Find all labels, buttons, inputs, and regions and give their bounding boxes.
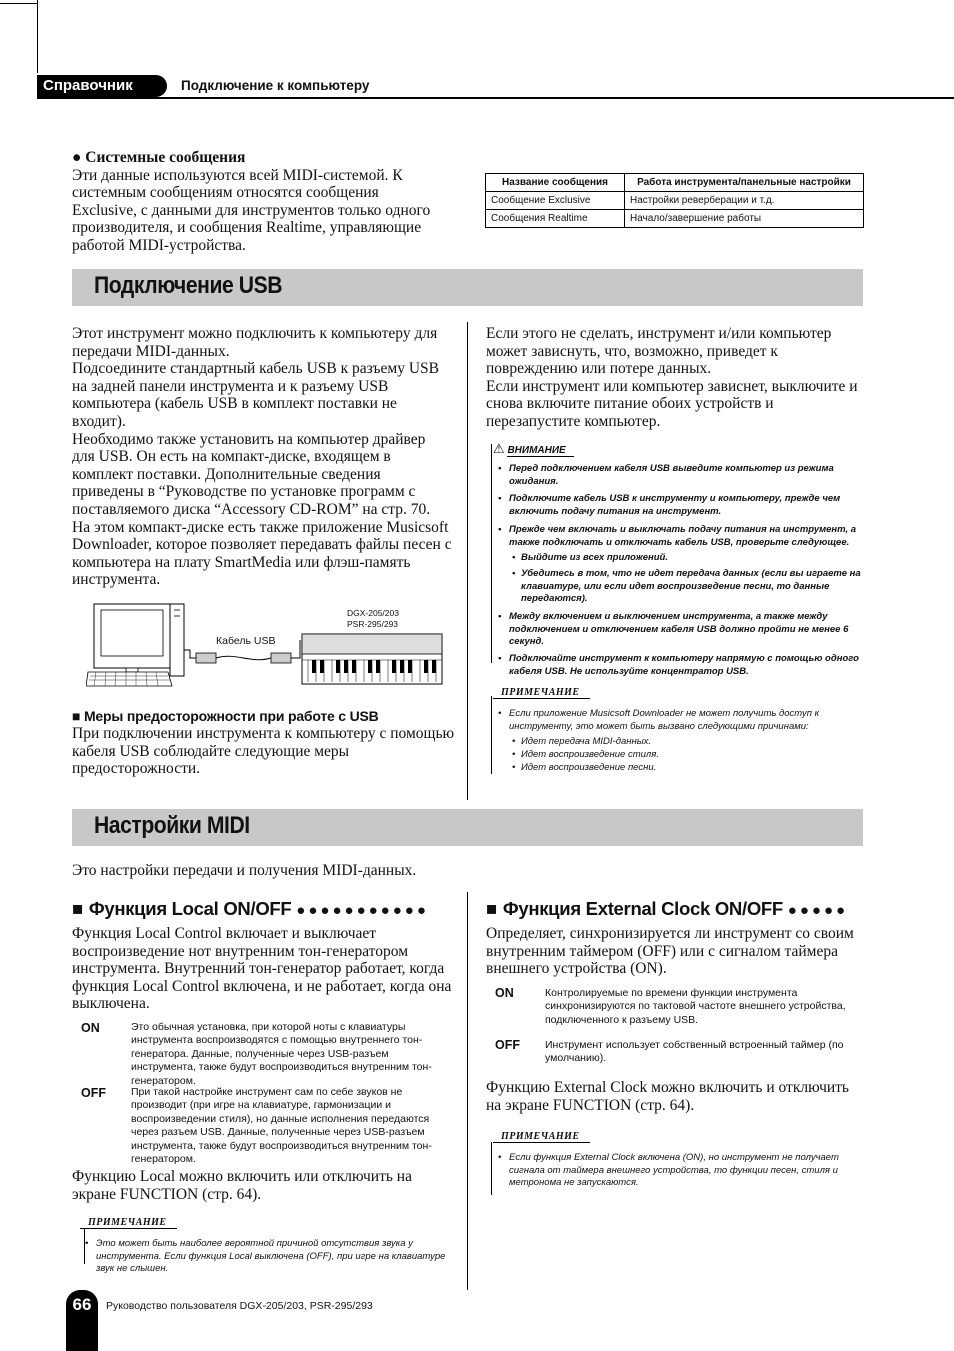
local-function-block [72, 898, 452, 1013]
ext-note-block [493, 1126, 863, 1190]
bullet-icon: ● [72, 149, 82, 166]
table-cell: Начало/завершение работы [625, 210, 864, 228]
paragraph: На этом компакт-диске есть также приложение Musicsoft Downloader, которое позволяет передавать файлы песен с компьютера на плату SmartMedia или флэш-память инструмента. [72, 518, 452, 589]
messages-table [485, 173, 864, 228]
note-list [493, 1152, 863, 1190]
table-cell: Сообщение Exclusive [486, 192, 625, 210]
list-item: • Если функция External Clock включена (ON), но инструмент не получает сигнала от таймера внешнего устройства, то функции песен, стиля и метронома не запускаются. [493, 1152, 863, 1190]
midi-section-banner [72, 809, 863, 846]
usb-left-text [72, 325, 452, 589]
midi-section-title: Настройки MIDI [94, 812, 250, 839]
usb-diagram [86, 600, 446, 690]
note-side-rule [491, 696, 492, 774]
list-item: • Подключайте инструмент к компьютеру напрямую с помощью одного кабеля USB. Не используйте концентратор USB. [493, 653, 863, 678]
system-messages-body: Эти данные используются всей MIDI-системой. К системным сообщениям относятся сообщения Exclusive, с данными для инструментов только одного производителя, и сообщения Realtime, управляющие работой MIDI-устройства. [72, 166, 431, 254]
warning-icon: ⚠ [493, 441, 505, 456]
table-header-cell: Работа инструмента/панельные настройки [625, 174, 864, 192]
caution-list [493, 463, 863, 549]
list-item: • Между включением и выключением инструмента, а также между подключением и отключением кабеля USB должно пройти не менее 6 секунд. [493, 611, 863, 649]
note-label-wrap [493, 1126, 863, 1144]
usb-section-title: Подключение USB [94, 272, 283, 299]
precautions-heading: ■ Меры предосторожности при работе с USB [72, 708, 379, 724]
list-item: • Это может быть наиболее вероятной причиной отсутствия звука у инструмента. Если функция Local выключена (OFF), при игре на клавиатуре звук не слышен. [80, 1238, 455, 1276]
precautions-body: При подключении инструмента к компьютеру с помощью кабеля USB соблюдайте следующие меры предосторожности. [72, 725, 455, 778]
caution-side-rule [491, 444, 492, 663]
list-item: • Идет воспроизведение песни. [493, 762, 863, 775]
external-clock-footer: Функцию External Clock можно включить и отключить на экране FUNCTION (стр. 64). [486, 1079, 850, 1114]
external-clock-title: ■ Функция External Clock ON/OFF ●●●●● [486, 898, 849, 919]
list-item: • Если приложение Musicsoft Downloader не может получить доступ к инструменту, это может быть вызвано следующими причинами: [493, 708, 863, 733]
table-cell: Настройки реверберации и т.д. [625, 192, 864, 210]
note-label: ПРИМЕЧАНИЕ [493, 1131, 590, 1143]
caution-header: ⚠ ВНИМАНИЕ [493, 442, 863, 458]
note-label: ПРИМЕЧАНИЕ [80, 1217, 177, 1229]
note-list [493, 708, 863, 733]
cable-label: Кабель USB [216, 635, 276, 647]
caution-block [493, 442, 863, 679]
model-label: DGX-205/203 PSR-295/293 [347, 608, 399, 629]
square-bullet-icon: ■ [72, 898, 83, 919]
list-item: • Перед подключением кабеля USB выведите компьютер из режима ожидания. [493, 463, 863, 488]
footer-text: Руководство пользователя DGX-205/203, PSR-295/293 [106, 1300, 373, 1312]
note-label-wrap [80, 1212, 455, 1230]
corner-mark-horizontal [0, 3, 37, 4]
list-item: • Прежде чем включать и выключать подачу питания на инструмент, а также подключать и отключать кабель USB, проверьте следующее. [493, 524, 863, 549]
corner-mark-vertical [37, 0, 38, 73]
system-messages-block [72, 149, 432, 255]
column-divider [467, 892, 468, 1290]
caution-list-2 [493, 611, 863, 679]
table-row [486, 192, 864, 210]
list-item: • Идет передача MIDI-данных. [493, 736, 863, 749]
square-bullet-icon: ■ [486, 898, 497, 919]
note-list [80, 1238, 455, 1276]
caution-sub-list [493, 552, 863, 606]
dot-leader: ●●●●●●●●●●● [296, 902, 429, 919]
local-function-body: Функция Local Control включает и выключает воспроизведение нот внутренним тон-генератором инструмента. Внутренний тон-генератор работает, когда функция Local Control включена, и не работает, когда она выключена. [72, 925, 452, 1013]
note-label: ПРИМЕЧАНИЕ [493, 687, 590, 699]
ext-off-label: OFF [495, 1038, 520, 1052]
local-function-title: ■ Функция Local ON/OFF ●●●●●●●●●●● [72, 898, 429, 919]
header-rule [37, 97, 954, 99]
table-cell: Сообщения Realtime [486, 210, 625, 228]
local-on-text: Это обычная установка, при которой ноты с клавиатуры инструмента воспроизводятся с помощью внутреннего тон-генератора. Данные, полученные через USB-разъем инструмента, также будут воспроизводиться внутренним тон-генератором. [131, 1021, 432, 1087]
usb-right-text [486, 325, 861, 431]
note-sub-list [493, 736, 863, 774]
list-item: • Подключите кабель USB к инструменту и компьютеру, прежде чем включить подачу питания на инструмент. [493, 493, 863, 518]
page-number-tab [66, 1290, 98, 1351]
external-clock-body: Определяет, синхронизируется ли инструмент со своим внутренним таймером (OFF) или с сигналом таймера внешнего устройства (ON). [486, 925, 854, 978]
page-number: 66 [72, 1295, 92, 1314]
system-messages-heading: ● Системные сообщения [72, 149, 246, 166]
list-item: • Выйдите из всех приложений. [493, 552, 863, 565]
dot-leader: ●●●●● [787, 902, 849, 919]
table-row [486, 210, 864, 228]
paragraph: Необходимо также установить на компьютер драйвер для USB. Он есть на компакт-диске, входящем в комплект поставки. Дополнительные сведения приведены в “Руководстве по установке программ с поставляемого диска “Accessory CD-ROM” на стр. 70. [72, 430, 431, 518]
local-off-text: При такой настройке инструмент сам по себе звуков не производит (при игре на клавиатуре, гармонизации и воспроизведении стиля), но данные исполнения передаются через разъем USB. Данные, полученные через USB-разъем инструмента, также будут воспроизводиться внутренним тон-генератором. [131, 1086, 432, 1166]
header-subtitle: Подключение к компьютеру [181, 78, 370, 93]
precautions-block [72, 707, 457, 778]
paragraph: Подсоедините стандартный кабель USB к разъему USB на задней панели инструмента и к разъему USB компьютера (кабель USB в комплект поставки не входит). [72, 360, 439, 430]
usb-section-banner [72, 269, 863, 306]
ext-on-text: Контролируемые по времени функции инструмента синхронизируются по тактовой частоте внешнего устройства, подключенного к разъему USB. [545, 987, 846, 1026]
square-bullet-icon: ■ [72, 708, 81, 724]
paragraph: Этот инструмент можно подключить к компьютеру для передачи MIDI-данных. [72, 325, 438, 360]
usb-note-block [493, 682, 863, 775]
ext-off-text: Инструмент использует собственный встроенный таймер (по умолчанию). [545, 1039, 844, 1065]
paragraph: Если инструмент или компьютер зависнет, выключите и снова включите питание обоих устройств и перезапустите компьютер. [486, 377, 858, 430]
local-off-label: OFF [81, 1086, 106, 1100]
table-header-row [486, 174, 864, 192]
list-item: • Убедитесь в том, что не идет передача данных (если вы играете на клавиатуре, или если идет воспроизведение песни, то данные передаются). [493, 568, 863, 606]
ext-on-label: ON [495, 986, 514, 1000]
header-tab: Справочник [37, 75, 167, 97]
local-on-label: ON [81, 1021, 100, 1035]
external-clock-block [486, 898, 866, 978]
paragraph: Если этого не сделать, инструмент и/или компьютер может зависнуть, что, возможно, приведет к повреждению или потере данных. [486, 325, 832, 378]
midi-intro: Это настройки передачи и получения MIDI-данных. [72, 862, 417, 879]
column-divider [467, 322, 468, 800]
table-header-cell: Название сообщения [486, 174, 625, 192]
local-footer: Функцию Local можно включить или отключить на экране FUNCTION (стр. 64). [72, 1168, 412, 1203]
local-note-block [80, 1212, 455, 1276]
note-label-wrap [493, 682, 863, 700]
note-side-rule [491, 1142, 492, 1195]
list-item: • Идет воспроизведение стиля. [493, 749, 863, 762]
